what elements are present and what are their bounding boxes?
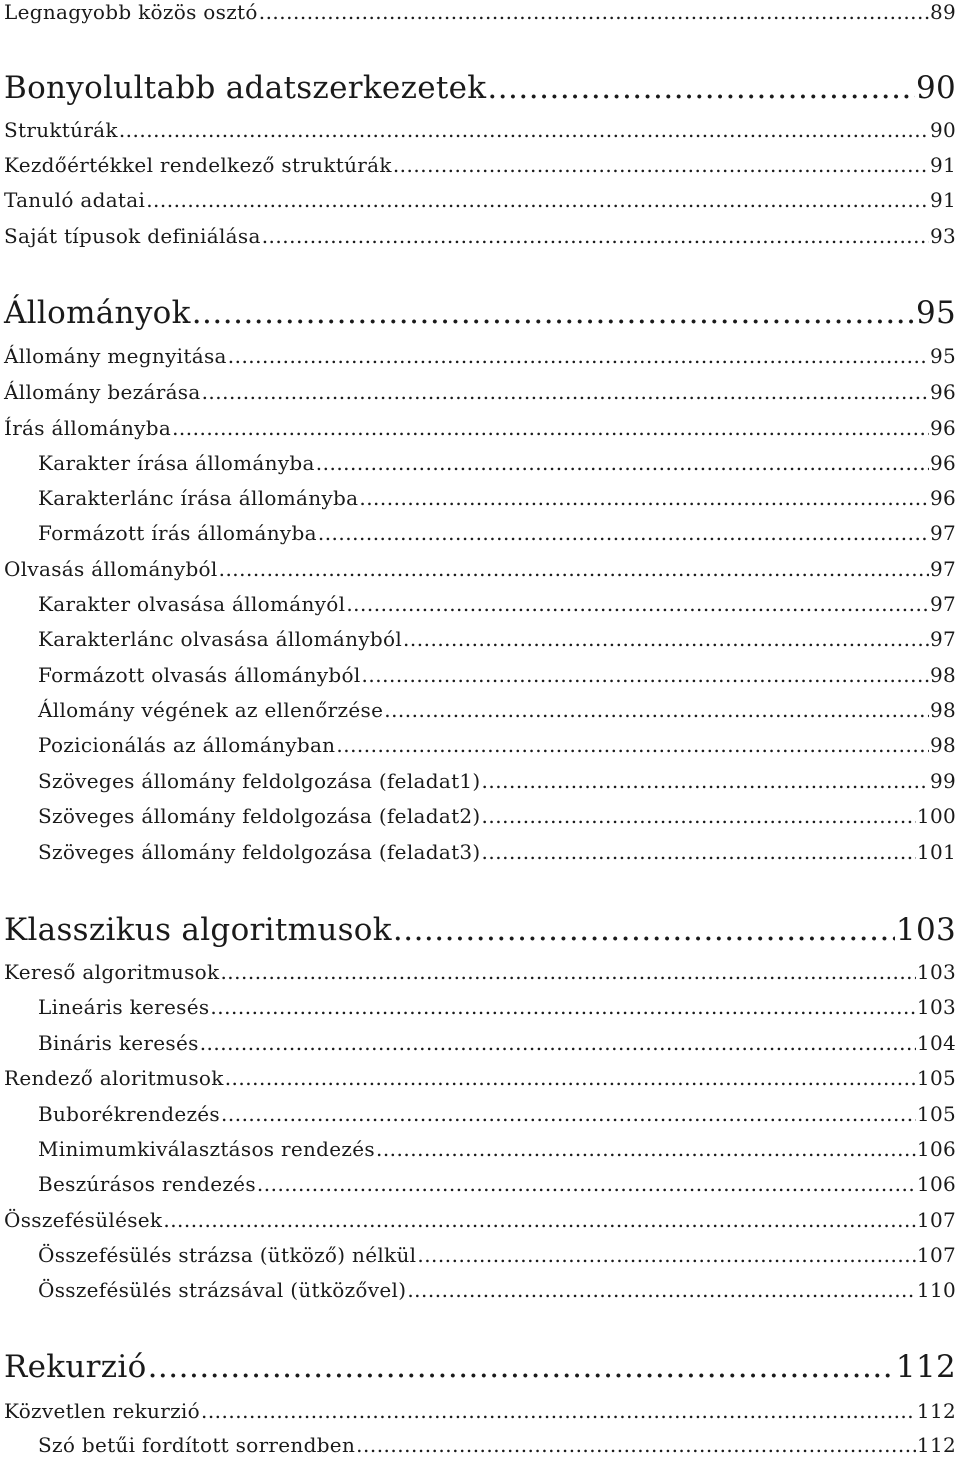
toc-entry-title: Karakter írása állományba — [38, 451, 315, 475]
toc-subsection[interactable] — [38, 483, 956, 513]
toc-page-number: 100 — [916, 804, 956, 828]
toc-entry-title: Beszúrásos rendezés — [38, 1172, 256, 1196]
toc-page-number: 98 — [929, 733, 956, 757]
toc-subsection[interactable] — [38, 766, 956, 796]
toc-entry-title: Állomány bezárása — [4, 380, 201, 404]
toc-page-number: 95 — [915, 295, 956, 331]
toc-section[interactable] — [4, 150, 956, 180]
toc-dot-leader — [487, 66, 915, 110]
toc-entry-title: Olvasás állományból — [4, 557, 218, 581]
toc-subsection[interactable] — [38, 695, 956, 725]
toc-subsection[interactable] — [38, 448, 956, 478]
toc-dot-leader — [359, 483, 929, 513]
toc-dot-leader — [403, 624, 929, 654]
toc-page-number: 112 — [916, 1399, 956, 1423]
toc-section[interactable] — [4, 554, 956, 584]
toc-entry-title: Lineáris keresés — [38, 995, 210, 1019]
toc-subsection[interactable] — [38, 660, 956, 690]
toc-subsection[interactable] — [38, 1240, 956, 1270]
toc-dot-leader — [228, 341, 929, 371]
toc-entry-title: Írás állományba — [4, 416, 172, 440]
toc-entry-title: Szöveges állomány feldolgozása (feladat2) — [38, 804, 481, 828]
toc-page-number: 105 — [916, 1066, 956, 1090]
toc-dot-leader — [376, 1134, 916, 1164]
toc-section[interactable] — [4, 185, 956, 215]
toc-dot-leader — [259, 0, 929, 27]
toc-dot-leader — [482, 766, 929, 796]
toc-dot-leader — [192, 291, 915, 335]
toc-subsection[interactable] — [38, 518, 956, 548]
toc-page-number: 103 — [916, 995, 956, 1019]
toc-dot-leader — [219, 554, 929, 584]
toc-page-number: 104 — [916, 1031, 956, 1055]
toc-page-number: 97 — [929, 592, 956, 616]
toc-entry-title: Szöveges állomány feldolgozása (feladat1) — [38, 769, 481, 793]
toc-entry-title: Állomány végének az ellenőrzése — [38, 698, 384, 722]
toc-dot-leader — [201, 1396, 916, 1426]
toc-section[interactable] — [4, 1063, 956, 1093]
toc-entry-title: Formázott írás állományba — [38, 521, 317, 545]
toc-entry-title: Állományok — [4, 295, 191, 331]
toc-dot-leader — [384, 695, 929, 725]
toc-subsection[interactable] — [38, 730, 956, 760]
toc-entry-title: Formázott olvasás állományból — [38, 663, 361, 687]
toc-entry-title: Klasszikus algoritmusok — [4, 912, 392, 948]
toc-dot-leader — [172, 413, 929, 443]
toc-dot-leader — [221, 1099, 916, 1129]
toc-page-number: 97 — [929, 627, 956, 651]
toc-subsection[interactable] — [38, 801, 956, 831]
toc-page-number: 97 — [929, 557, 956, 581]
toc-entry-title: Saját típusok definiálása — [4, 224, 261, 248]
toc-section[interactable] — [4, 413, 956, 443]
toc-section[interactable] — [4, 377, 956, 407]
toc-page-number: 98 — [929, 663, 956, 687]
toc-dot-leader — [316, 448, 929, 478]
toc-dot-leader — [262, 221, 929, 251]
toc-dot-leader — [220, 957, 915, 987]
toc-page-number: 112 — [895, 1349, 956, 1385]
toc-entry-title: Tanuló adatai — [4, 188, 146, 212]
toc-page-number: 105 — [916, 1102, 956, 1126]
toc-entry-title: Bináris keresés — [38, 1031, 199, 1055]
toc-subsection[interactable] — [38, 1430, 956, 1460]
toc-entry-title: Karakterlánc olvasása állományból — [38, 627, 403, 651]
toc-entry-title: Legnagyobb közös osztó — [4, 0, 258, 24]
toc-dot-leader — [393, 150, 929, 180]
toc-dot-leader — [148, 1345, 895, 1389]
toc-dot-leader — [336, 730, 929, 760]
toc-entry-title: Rendező aloritmusok — [4, 1066, 224, 1090]
toc-page-number: 107 — [916, 1208, 956, 1232]
toc-section[interactable] — [4, 957, 956, 987]
toc-subsection[interactable] — [38, 837, 956, 867]
toc-entry-title: Szó betűi fordított sorrendben — [38, 1433, 356, 1457]
toc-page-number: 110 — [916, 1278, 956, 1302]
toc-chapter[interactable] — [4, 66, 956, 110]
toc-dot-leader — [202, 377, 929, 407]
toc-section[interactable] — [4, 0, 956, 27]
toc-dot-leader — [119, 115, 929, 145]
toc-dot-leader — [210, 992, 916, 1022]
toc-page-number: 107 — [916, 1243, 956, 1267]
toc-dot-leader — [318, 518, 929, 548]
toc-dot-leader — [225, 1063, 916, 1093]
toc-page-number: 112 — [916, 1433, 956, 1457]
toc-section[interactable] — [4, 115, 956, 145]
toc-entry-title: Struktúrák — [4, 118, 118, 142]
toc-page-number: 103 — [895, 912, 956, 948]
toc-entry-title: Buborékrendezés — [38, 1102, 220, 1126]
toc-dot-leader — [356, 1430, 916, 1460]
toc-page-number: 101 — [916, 840, 956, 864]
toc-page-number: 96 — [929, 451, 956, 475]
toc-entry-title: Állomány megnyitása — [4, 344, 227, 368]
toc-subsection[interactable] — [38, 1028, 956, 1058]
toc-section[interactable] — [4, 221, 956, 251]
toc-page-number: 97 — [929, 521, 956, 545]
toc-dot-leader — [407, 1275, 916, 1305]
toc-subsection[interactable] — [38, 1099, 956, 1129]
toc-section[interactable] — [4, 1396, 956, 1426]
toc-entry-title: Közvetlen rekurzió — [4, 1399, 200, 1423]
toc-page-number: 90 — [929, 118, 956, 142]
toc-page-number: 91 — [929, 188, 956, 212]
toc-entry-title: Kezdőértékkel rendelkező struktúrák — [4, 153, 392, 177]
toc-subsection[interactable] — [38, 624, 956, 654]
toc-dot-leader — [163, 1205, 916, 1235]
toc-chapter[interactable] — [4, 1345, 956, 1389]
toc-page-number: 98 — [929, 698, 956, 722]
toc-page-number: 96 — [929, 486, 956, 510]
toc-dot-leader — [482, 837, 916, 867]
toc-page-number: 96 — [929, 416, 956, 440]
toc-subsection[interactable] — [38, 589, 956, 619]
toc-dot-leader — [362, 660, 929, 690]
toc-dot-leader — [393, 908, 895, 952]
toc-page-number: 89 — [929, 0, 956, 24]
toc-chapter[interactable] — [4, 908, 956, 952]
toc-dot-leader — [257, 1169, 916, 1199]
toc-page-number: 91 — [929, 153, 956, 177]
toc-entry-title: Szöveges állomány feldolgozása (feladat3) — [38, 840, 481, 864]
toc-section[interactable] — [4, 1205, 956, 1235]
toc-subsection[interactable] — [38, 1169, 956, 1199]
toc-dot-leader — [200, 1028, 916, 1058]
toc-dot-leader — [146, 185, 929, 215]
toc-entry-title: Karakterlánc írása állományba — [38, 486, 359, 510]
toc-dot-leader — [482, 801, 916, 831]
toc-entry-title: Összefésülések — [4, 1208, 163, 1232]
toc-subsection[interactable] — [38, 1134, 956, 1164]
toc-page-number: 106 — [916, 1172, 956, 1196]
toc-subsection[interactable] — [38, 1275, 956, 1305]
toc-entry-title: Kereső algoritmusok — [4, 960, 220, 984]
toc-page-number: 103 — [916, 960, 956, 984]
toc-entry-title: Karakter olvasása állományól — [38, 592, 346, 616]
toc-page-number: 96 — [929, 380, 956, 404]
toc-chapter[interactable] — [4, 291, 956, 335]
toc-dot-leader — [346, 589, 929, 619]
toc-page-number: 99 — [929, 769, 956, 793]
toc-page-number: 95 — [929, 344, 956, 368]
toc-entry-title: Minimumkiválasztásos rendezés — [38, 1137, 375, 1161]
toc-subsection[interactable] — [38, 992, 956, 1022]
toc-entry-title: Összefésülés strázsával (ütközővel) — [38, 1278, 407, 1302]
toc-page-number: 106 — [916, 1137, 956, 1161]
toc-section[interactable] — [4, 341, 956, 371]
toc-page-number: 93 — [929, 224, 956, 248]
toc-page-number: 90 — [915, 70, 956, 106]
toc-entry-title: Bonyolultabb adatszerkezetek — [4, 70, 487, 106]
toc-entry-title: Összefésülés strázsa (ütköző) nélkül — [38, 1243, 417, 1267]
toc-entry-title: Rekurzió — [4, 1349, 147, 1385]
toc-dot-leader — [417, 1240, 916, 1270]
toc-entry-title: Pozicionálás az állományban — [38, 733, 336, 757]
